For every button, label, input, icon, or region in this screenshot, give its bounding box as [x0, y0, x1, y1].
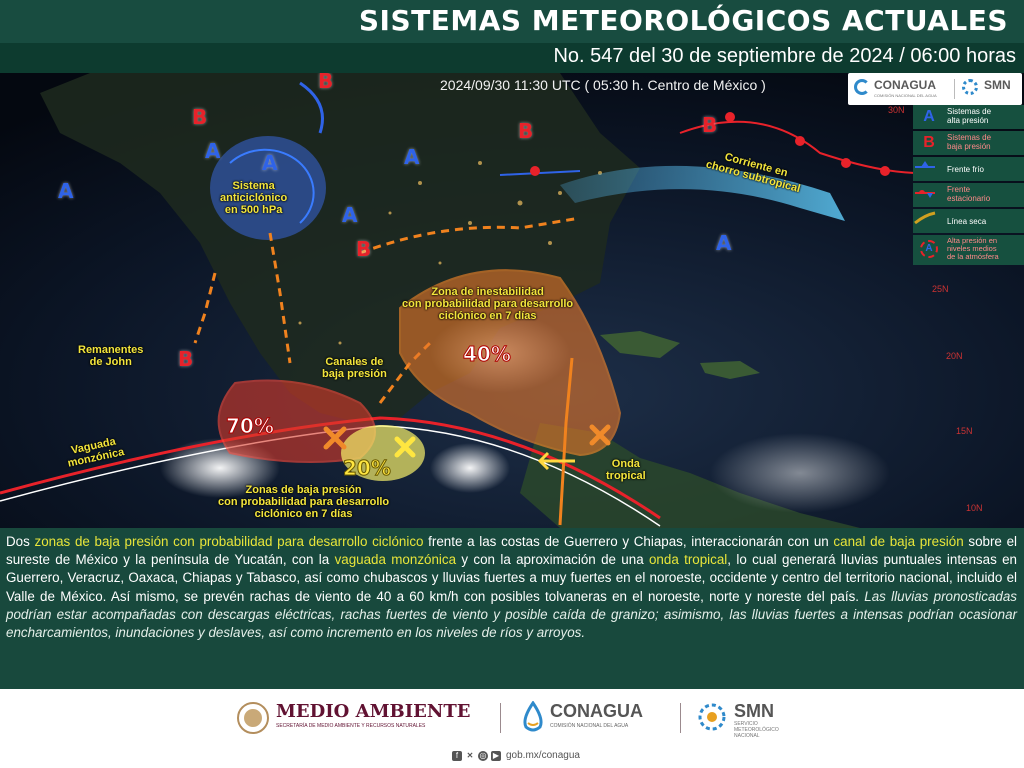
desc-text-1: Dos [6, 534, 35, 549]
conagua-drop-icon [520, 701, 546, 733]
low-pressure-john: B [178, 347, 194, 371]
medio-ambiente-subtitle: SECRETARÍA DE MEDIO AMBIENTE Y RECURSOS NATURALES [276, 723, 426, 729]
conagua-logo-text: CONAGUA [874, 78, 936, 92]
satellite-timestamp: 2024/09/30 11:30 UTC ( 05:30 h. Centro de México ) [440, 77, 766, 93]
map-legend [913, 105, 1024, 267]
stationary-front-icon [913, 183, 937, 201]
bulletin-subtitle: No. 547 del 30 de septiembre de 2024 / 06:00 horas [553, 45, 1016, 67]
conagua-url-link[interactable]: gob.mx/conagua [506, 750, 580, 761]
probability-40: 40% [463, 342, 511, 366]
smn-footer-title: SMN [734, 701, 774, 721]
smn-footer-subtitle: SERVICIO METEOROLÓGICO NACIONAL [734, 721, 779, 739]
mexico-seal-icon [236, 701, 270, 735]
cold-front-icon [913, 157, 937, 175]
front-semicircle-gulf [530, 166, 540, 176]
monsoon-trough-label: Vaguada monzónica [66, 435, 126, 470]
description-paragraph [6, 533, 1017, 642]
low-pressure-texas: B [356, 237, 372, 261]
page-title: SISTEMAS METEOROLÓGICOS ACTUALES [358, 4, 1008, 37]
conagua-logo-icon [854, 79, 870, 95]
high-pressure-icon: A [923, 108, 935, 125]
legend-label-dry-line: Línea seca [947, 217, 987, 226]
high-pressure-nw: A [205, 139, 221, 163]
footer-separator-2 [680, 703, 681, 733]
logo-separator [954, 79, 955, 99]
john-remnants-label: Remanentes de John [78, 344, 144, 368]
high-pressure-pacific: A [58, 179, 74, 203]
legend-label-low: Sistemas de baja presión [947, 133, 992, 151]
top-logos [848, 73, 1022, 105]
legend-item-mid-high [913, 235, 1024, 265]
probability-20: 20% [343, 456, 391, 480]
low-pressure-atlantic: B [702, 113, 718, 137]
footer [0, 689, 1024, 768]
low-pressure-channels-label: Canales de baja presión [322, 356, 387, 380]
legend-label-cold-front: Frente frío [947, 165, 984, 174]
facebook-icon[interactable]: f [452, 751, 462, 761]
weather-map [0, 73, 1024, 528]
high-pressure-texas: A [342, 203, 358, 227]
conagua-logo-subtext: COMISIÓN NACIONAL DEL AGUA [874, 93, 937, 98]
desc-highlight-channel: canal de baja presión [833, 534, 964, 549]
legend-item-low [913, 131, 1024, 155]
legend-label-stationary-front: Frente estacionario [947, 185, 991, 203]
low-zones-label: Zonas de baja presión con probabilidad para desarrollo ciclónico en 7 días [218, 484, 390, 520]
smn-logo-text: SMN [984, 78, 1011, 92]
legend-item-cold-front [913, 157, 1024, 181]
desc-highlight-low-zones: zonas de baja presión con probabilidad para desarrollo ciclónico [34, 534, 424, 549]
header-bar [0, 0, 1024, 43]
lat-label-15: 15N [956, 426, 973, 436]
high-pressure-anticyclone: A [262, 151, 278, 175]
instagram-icon[interactable]: ◎ [479, 751, 487, 760]
header-subbar [0, 43, 1024, 73]
probability-70: 70% [226, 414, 274, 438]
legend-label-high: Sistemas de alta presión [947, 107, 992, 125]
mid-level-high-icon: A [920, 240, 938, 258]
cloud-caribbean [710, 433, 890, 513]
bulletin-description [0, 528, 1024, 689]
low-pressure-gulf: B [518, 119, 534, 143]
legend-item-high [913, 105, 1024, 129]
legend-item-stationary-front [913, 183, 1024, 207]
cloud-guatemala [430, 443, 510, 493]
subtropical-jet-label: Corriente en chorro subtropical [704, 151, 802, 196]
lat-label-25: 25N [932, 284, 949, 294]
desc-text-4: y con la aproximación de una [456, 552, 649, 568]
footer-separator-1 [500, 703, 501, 733]
low-pressure-north: B [318, 73, 334, 93]
smn-logo-icon [962, 79, 978, 95]
desc-highlight-monsoon: vaguada monzónica [334, 552, 457, 568]
smn-sun-icon [696, 701, 728, 733]
desc-text-3: sobre el sureste de México y la península de Yucatán, con la [6, 534, 1017, 568]
high-pressure-central: A [404, 145, 420, 169]
medio-ambiente-title: MEDIO AMBIENTE [276, 701, 471, 722]
high-pressure-atlantic: A [716, 231, 732, 255]
lat-label-30: 30N [888, 105, 905, 115]
lat-label-10: 10N [966, 503, 983, 513]
desc-text-2: frente a las costas de Guerrero y Chiapas, interaccionarán con un [423, 534, 834, 549]
instability-zone-label: Zona de inestabilidad con probabilidad para desarrollo ciclónico en 7 días [402, 286, 574, 322]
conagua-footer-title: CONAGUA [550, 701, 643, 721]
low-pressure-nw: B [192, 105, 208, 129]
legend-item-dry-line [913, 209, 1024, 233]
tropical-wave-label: Onda tropical [606, 458, 646, 482]
legend-label-mid-high: Alta presión en niveles medios de la atmósfera [947, 236, 999, 261]
dry-line-icon [913, 209, 937, 227]
lat-label-20: 20N [946, 351, 963, 361]
low-pressure-icon: B [923, 134, 935, 151]
desc-text-5: , lo cual generará lluvias puntuales intensas en Guerrero, Veracruz, Oaxaca, Chiapas y Tabasco, así como chubascos y lluvias fuertes a muy fuertes en el noroeste, occidente y centro del territorio nacional, incluido el Valle de México. Así mismo, se prevén rachas de viento de 40 a 60 km/h con posibles tolvaneras en el noroeste, norte y noreste del país. [6, 552, 1017, 604]
x-twitter-icon[interactable]: ✕ [466, 751, 474, 760]
desc-highlight-wave: onda tropical [648, 552, 728, 568]
anticyclone-label: Sistema anticiclónico en 500 hPa [220, 180, 288, 216]
desc-italic-warning: Las lluvias pronosticadas podrían estar acompañadas con descargas eléctricas, rachas fuertes de viento y posible caída de granizo; asimismo, las lluvias fuertes a intensas podrían ocasionar encharcamientos, inundaciones y deslaves, así como incremento en los niveles de ríos y arroyos. [6, 588, 1017, 641]
youtube-icon[interactable]: ▶ [492, 751, 500, 760]
conagua-footer-subtitle: COMISIÓN NACIONAL DEL AGUA [550, 723, 629, 729]
